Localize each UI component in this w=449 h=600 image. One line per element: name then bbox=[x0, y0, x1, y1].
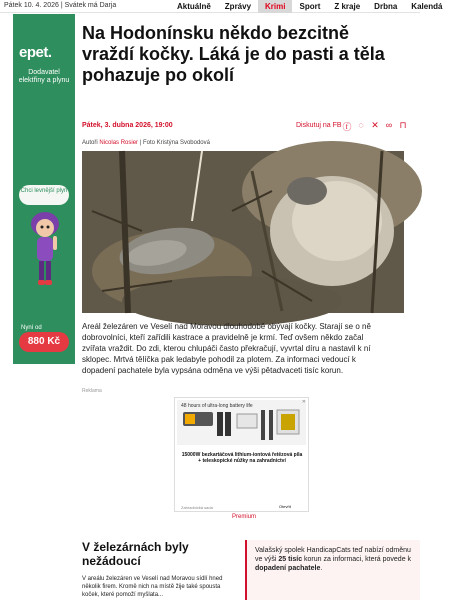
ad-open-button[interactable]: Otevřít bbox=[279, 504, 292, 509]
ad-price-badge[interactable]: 880 Kč bbox=[19, 332, 69, 352]
nav-krimi[interactable]: Krimi bbox=[258, 0, 292, 13]
article-photo bbox=[82, 151, 404, 313]
mascot-illustration bbox=[27, 210, 63, 290]
article-headline: Na Hodonínsku někdo bezcitně vraždí kočky. Láká je do pasti a těla pohazuje po okolí bbox=[82, 23, 385, 85]
article-authors: Autoři Nicolas Rosier | Foto Kristýna Svobodová bbox=[82, 140, 210, 146]
ad-description: 15000W bezkartáčová lithium-iontová řetězová pila + teleskopické nůžky na zahradnictví bbox=[181, 452, 303, 464]
facebook-icon[interactable]: ⓕ bbox=[342, 122, 352, 132]
ad-cta-button[interactable]: Chci levnější plyn bbox=[19, 185, 69, 205]
nav-zpravy[interactable]: Zprávy bbox=[224, 2, 252, 11]
nav-sport[interactable]: Sport bbox=[299, 2, 321, 11]
reward-callout: Valašský spolek HandicapCats teď nabízí odměnu ve výši 25 tisíc korun za informaci, která povede k dopadení pachatele. bbox=[245, 540, 420, 600]
reward-condition: dopadení pachatele bbox=[255, 565, 321, 572]
date-nameday: Pátek 10. 4. 2026 | Svátek má Darja bbox=[4, 2, 117, 9]
article-lead: Areál železáren ve Veselí nad Moravou dlouhodobě obývají kočky. Starají se o ně dobrovolníci, kteří zařídili kastrace a pravidelně je krmí. Teď ovšem někdo začal zvířata vraždit. Do zdi, kterou chlupáči často překračují, vyvrtal díru a nastavil k ní sklopec. Mrtvá tělíčka pak ledabyle pohodil za plotem. Za informaci vedoucí k dopadení pachatele byla vypsána odměna ve výši pětadvaceti tisíc korun. bbox=[82, 322, 371, 375]
article-date: Pátek, 3. dubna 2026, 19:00 bbox=[82, 122, 173, 129]
nav-aktualne[interactable]: Aktuálně bbox=[177, 2, 211, 11]
photo-credit: | Foto Kristýna Svobodová bbox=[138, 140, 210, 146]
main-nav bbox=[170, 0, 449, 13]
bookmark-icon[interactable]: ⊓ bbox=[399, 120, 407, 130]
discuss-link[interactable]: Diskutuj na FB bbox=[296, 122, 342, 129]
nav-kalendar[interactable]: Kalendá bbox=[411, 2, 443, 11]
premium-link[interactable]: Premium bbox=[232, 514, 257, 520]
section-heading: V železárnách byly nežádoucí bbox=[82, 540, 189, 568]
link-icon[interactable]: ∞ bbox=[385, 120, 393, 130]
ad-banner-text: 48 hours of ultra-long battery life bbox=[181, 403, 253, 409]
x-icon[interactable]: ✕ bbox=[371, 120, 379, 130]
ad-banner-image bbox=[177, 400, 306, 445]
side-ad-banner[interactable] bbox=[13, 14, 75, 364]
ad-price-label: Nyní od bbox=[21, 325, 42, 331]
ad-logo: epet. bbox=[19, 44, 52, 61]
ad-tagline: Dodavatel elektřiny a plynu bbox=[18, 69, 70, 84]
ad-source: Zahradnická sada bbox=[181, 505, 213, 510]
author-link[interactable]: Nicolas Rosier bbox=[99, 140, 139, 146]
messenger-icon[interactable]: ◌ bbox=[358, 120, 364, 130]
top-bar bbox=[0, 0, 443, 13]
nav-z-kraje[interactable]: Z kraje bbox=[334, 2, 361, 11]
section-text: V areálu železáren ve Veselí nad Moravou sídlí hned několik firem. Kromě nich na místě žije také spousta koček, které pomoží myšlata... bbox=[82, 576, 223, 598]
ad-label: Reklama bbox=[82, 388, 102, 394]
nav-drbna[interactable]: Drbna bbox=[374, 2, 398, 11]
reward-amount: 25 tisíc bbox=[278, 556, 303, 563]
product-ad[interactable] bbox=[174, 397, 309, 512]
share-bar bbox=[342, 120, 408, 133]
close-icon[interactable]: ✕ bbox=[301, 399, 306, 405]
